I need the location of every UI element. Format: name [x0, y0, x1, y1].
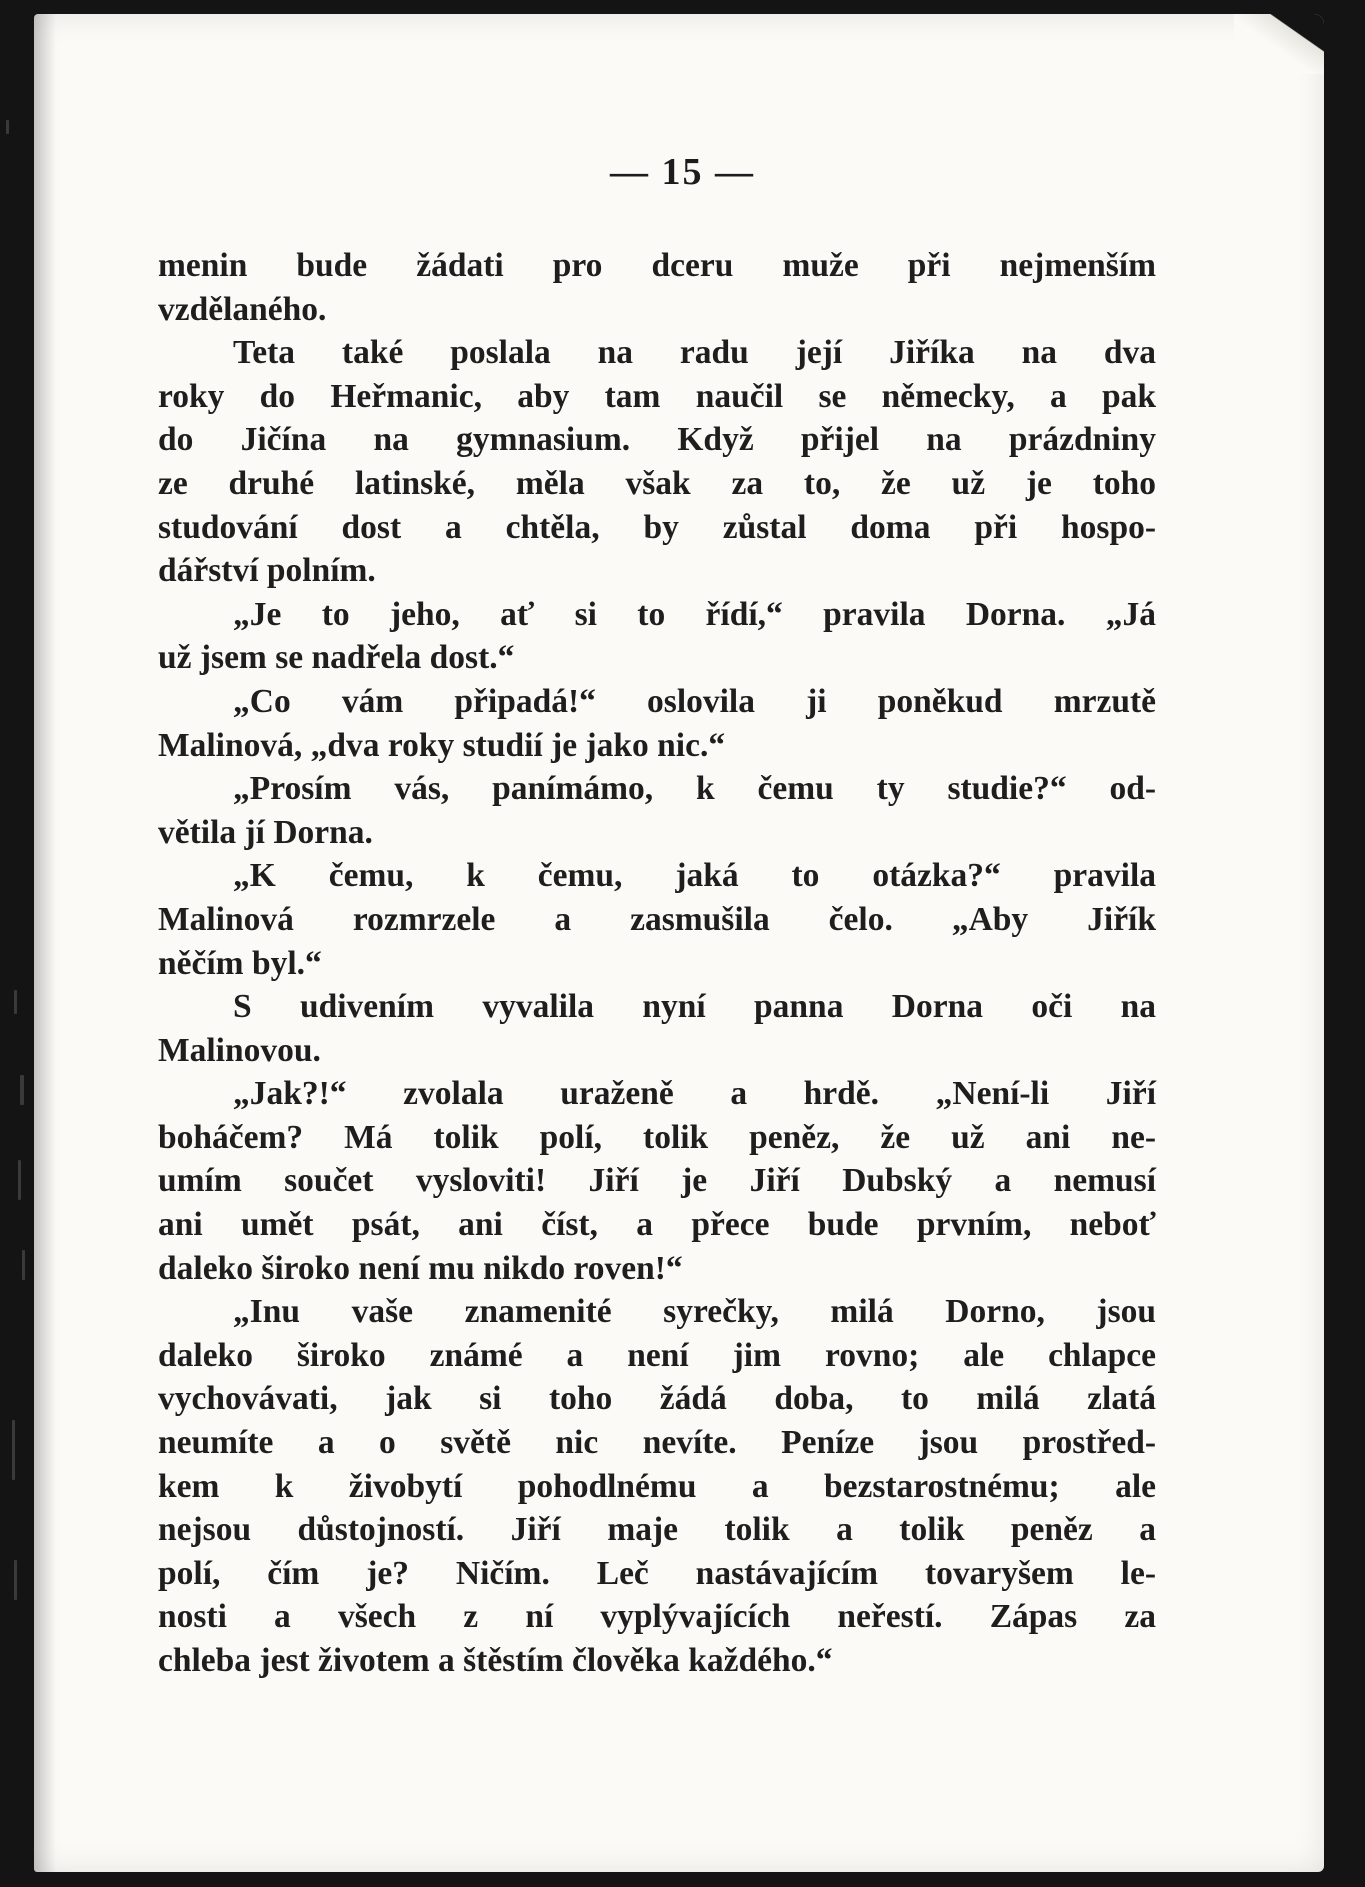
text-line: nejsou důstojností. Jiří maje tolik a tolik peněz a [158, 1511, 1156, 1549]
text-line: menin bude žádati pro dceru muže při nejmenším [158, 247, 1156, 284]
text-line: chleba jest životem a štěstím člověka každého.“ [158, 1642, 833, 1679]
text-line: něčím byl.“ [158, 944, 322, 982]
margin-mark [12, 1420, 15, 1480]
text-line: studování dost a chtěla, by zůstal doma při hospo- [158, 508, 1156, 546]
text-line: umím součet vysloviti! Jiří je Jiří Dubský a nemusí [158, 1162, 1156, 1200]
text-line: už jsem se nadřela dost.“ [158, 639, 515, 677]
text-line: dářství polním. [158, 552, 376, 590]
text-line: vychovávati, jak si toho žádá doba, to milá zlatá [158, 1380, 1156, 1418]
text-line: „Co vám připadá!“ oslovila ji poněkud mrzutě [233, 682, 1156, 720]
text-line: roky do Heřmanic, aby tam naučil se německy, a pak [158, 377, 1156, 415]
text-line: neumíte a o světě nic nevíte. Peníze jsou prostřed- [158, 1424, 1156, 1462]
spine-shadow [34, 14, 56, 1872]
text-line: daleko široko známé a není jim rovno; ale chlapce [158, 1336, 1156, 1374]
text-line: nosti a všech z ní vyplývajících neřestí. Zápas za [158, 1598, 1156, 1636]
text-line: Malinovou. [158, 1031, 321, 1069]
text-line: vzdělaného. [158, 290, 327, 328]
margin-mark [14, 1560, 17, 1600]
text-line: boháčem? Má tolik polí, tolik peněz, že už ani ne- [158, 1118, 1156, 1156]
margin-mark [18, 1160, 21, 1200]
text-line: Teta také poslala na radu její Jiříka na dva [233, 334, 1156, 372]
text-line: Malinová rozmrzele a zasmušila čelo. „Aby Jiřík [158, 900, 1156, 938]
text-line: „Inu vaše znamenité syrečky, milá Dorno, jsou [233, 1293, 1156, 1331]
text-line: do Jičína na gymnasium. Když přijel na prázdniny [158, 421, 1156, 459]
text-line: polí, čím je? Ničím. Leč nastávajícím tovaryšem le- [158, 1554, 1156, 1592]
text-line: ani umět psát, ani číst, a přece bude prvním, neboť [158, 1206, 1156, 1244]
page-number: — 15 — [610, 151, 755, 193]
text-line: „Jak?!“ zvolala uraženě a hrdě. „Není-li Jiří [233, 1075, 1156, 1113]
margin-mark [14, 990, 17, 1014]
text-line: S udivením vyvalila nyní panna Dorna oči na [233, 988, 1156, 1026]
text-line: „K čemu, k čemu, jaká to otázka?“ pravila [233, 857, 1156, 895]
text-line: kem k živobytí pohodlnému a bezstarostnému; ale [158, 1467, 1156, 1505]
text-line: Malinová, „dva roky studií je jako nic.“ [158, 726, 726, 764]
text-line: „Je to jeho, ať si to řídí,“ pravila Dorna. „Já [233, 595, 1156, 633]
text-line: ze druhé latinské, měla však za to, že už je toho [158, 464, 1156, 502]
text-line: „Prosím vás, panímámo, k čemu ty studie?“ od- [233, 770, 1156, 808]
text-line: větila jí Dorna. [158, 813, 373, 851]
margin-mark [6, 120, 9, 134]
page-corner [1234, 14, 1324, 74]
margin-mark [22, 1250, 25, 1280]
text-line: daleko široko není mu nikdo roven!“ [158, 1249, 683, 1287]
body-text [158, 244, 1156, 1683]
margin-mark [20, 1075, 24, 1105]
